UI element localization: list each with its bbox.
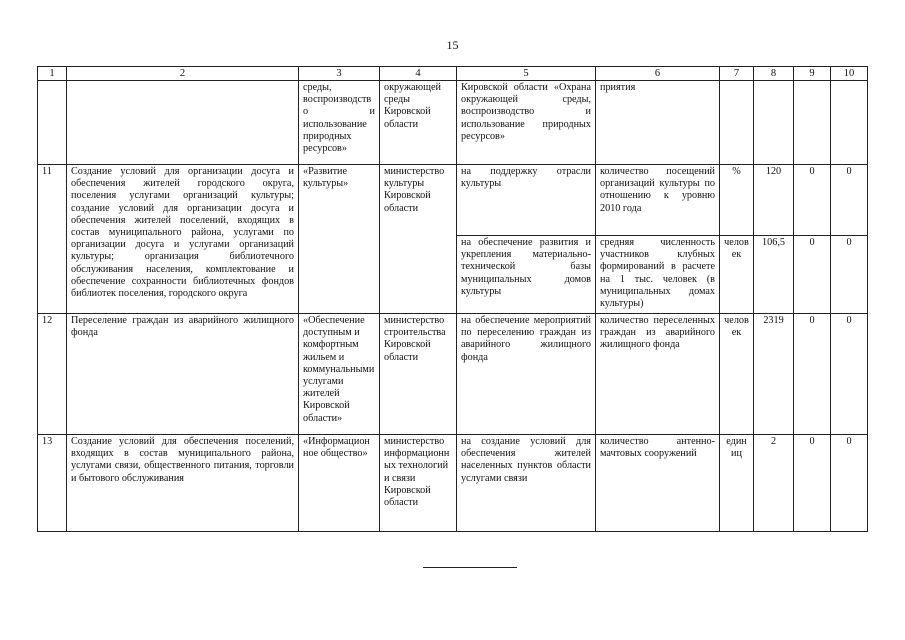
- cell-program: среды, воспроизводство и использование природных ресурсов»: [299, 81, 380, 165]
- row-number: 13: [38, 435, 67, 532]
- cell-value-10: 0: [831, 236, 868, 314]
- header-col-1: 1: [38, 67, 67, 81]
- cell-indicator: количество антенно-мачтовых сооружений: [596, 435, 720, 532]
- cell-purpose: Кировской области «Охрана окружающей среды, воспроизводство и использование природных ресурсов»: [457, 81, 596, 165]
- header-col-5: 5: [457, 67, 596, 81]
- table-row-12: [38, 314, 868, 435]
- cell-indicator: приятия: [596, 81, 720, 165]
- header-col-6: 6: [596, 67, 720, 81]
- cell-purpose: на обеспечение развития и укрепления материально-технической базы муниципальных домов культуры: [457, 236, 596, 314]
- cell-value-9: 0: [794, 435, 831, 532]
- cell-unit: %: [720, 165, 754, 236]
- header-col-4: 4: [380, 67, 457, 81]
- cell-value-9: 0: [794, 314, 831, 435]
- cell-value-10: 0: [831, 314, 868, 435]
- cell-ministry: министерство информационных технологий и связи Кировской области: [380, 435, 457, 532]
- cell-value-10: 0: [831, 435, 868, 532]
- program-table: [37, 66, 868, 532]
- table-row-11: [38, 165, 868, 236]
- row-number: 11: [38, 165, 67, 314]
- row-number: 12: [38, 314, 67, 435]
- header-col-2: 2: [67, 67, 299, 81]
- cell-purpose: на создание условий для обеспечения жителей населенных пунктов области услугами связи: [457, 435, 596, 532]
- cell-indicator: средняя численность участников клубных формирований в расчете на 1 тыс. человек (в муниципальных домах культуры): [596, 236, 720, 314]
- cell-value-9: 0: [794, 165, 831, 236]
- cell-indicator: количество переселенных граждан из аварийного жилищного фонда: [596, 314, 720, 435]
- header-col-8: 8: [754, 67, 794, 81]
- header-col-10: 10: [831, 67, 868, 81]
- header-col-3: 3: [299, 67, 380, 81]
- cell-name: Создание условий для обеспечения поселений, входящих в состав муниципального района, услугами связи, общественного питания, торговли и бытового обслуживания: [67, 435, 299, 532]
- cell-name: Переселение граждан из аварийного жилищного фонда: [67, 314, 299, 435]
- header-col-9: 9: [794, 67, 831, 81]
- cell-value-9: 0: [794, 236, 831, 314]
- cell-purpose: на обеспечение мероприятий по переселению граждан из аварийного жилищного фонда: [457, 314, 596, 435]
- cell-unit: единиц: [720, 435, 754, 532]
- cell-ministry: министерство культуры Кировской области: [380, 165, 457, 314]
- cell-unit: человек: [720, 314, 754, 435]
- header-col-7: 7: [720, 67, 754, 81]
- cell-value-8: 2: [754, 435, 794, 532]
- cell-ministry: министерство строительства Кировской области: [380, 314, 457, 435]
- cell-indicator: количество посещений организаций культуры по отношению к уровню 2010 года: [596, 165, 720, 236]
- cell-program: «Информационное общество»: [299, 435, 380, 532]
- table-row-continuation: [38, 81, 868, 165]
- header-row: [38, 67, 868, 81]
- cell-unit: человек: [720, 236, 754, 314]
- cell-name: Создание условий для организации досуга и обеспечения жителей городского округа, поселения услугами организаций культуры; создание условий для организации досуга и обеспечения жителей поселений, входящих в состав муниципального района, услугами по организации досуга и услугами организаций культуры; организация библиотечного обслуживания населения, комплектование и обеспечение сохранности библиотечных фондов библиотек поселения, городского округа: [67, 165, 299, 314]
- page-number: 15: [446, 38, 459, 52]
- cell-program: «Обеспечение доступным и комфортным жильем и коммунальными услугами жителей Кировской области»: [299, 314, 380, 435]
- cell-ministry: окружающей среды Кировской области: [380, 81, 457, 165]
- cell-purpose: на поддержку отрасли культуры: [457, 165, 596, 236]
- footer-divider: [423, 567, 517, 568]
- cell-value-10: 0: [831, 165, 868, 236]
- cell-value-8: 2319: [754, 314, 794, 435]
- cell-value-8: 106,5: [754, 236, 794, 314]
- cell-program: «Развитие культуры»: [299, 165, 380, 314]
- table-row-13: [38, 435, 868, 532]
- cell-value-8: 120: [754, 165, 794, 236]
